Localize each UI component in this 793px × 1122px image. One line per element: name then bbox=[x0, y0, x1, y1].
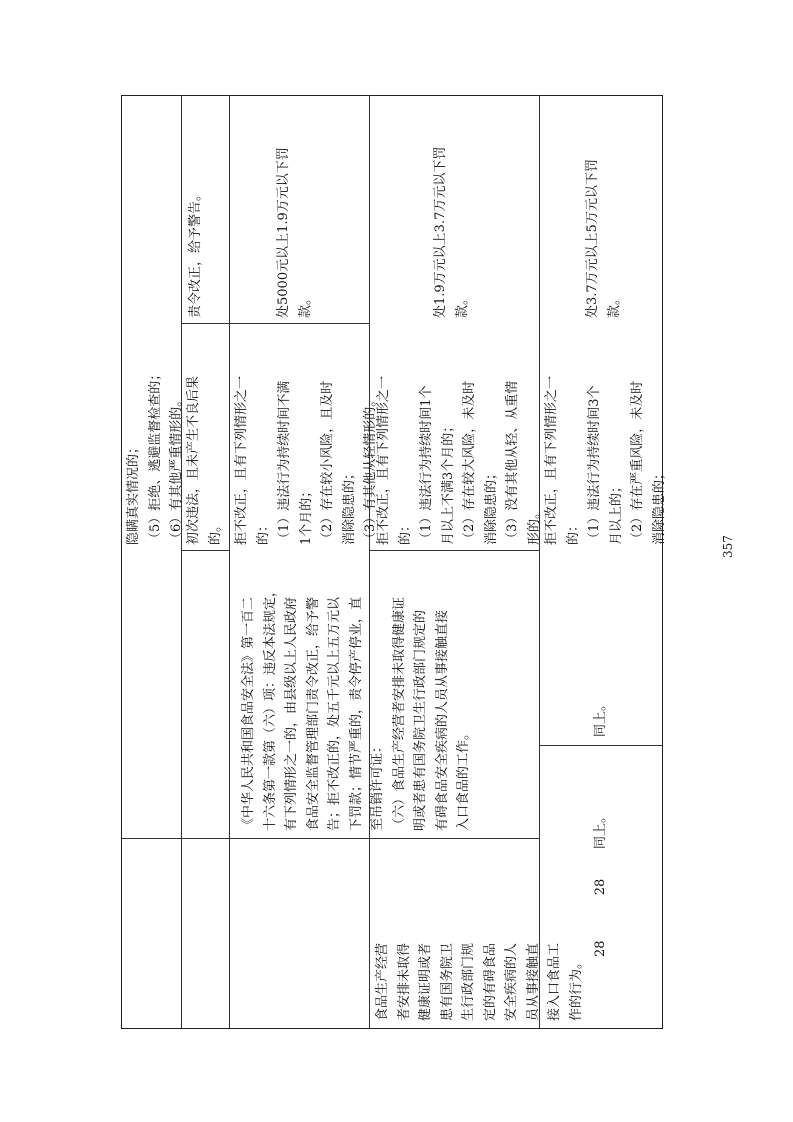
row-number: 28 bbox=[593, 878, 609, 896]
penalty-line: 处3.7万元以上5万元以下罚 bbox=[585, 159, 600, 318]
circumstance-line: 月以上不满3个月的； bbox=[440, 419, 456, 545]
circumstance-line: （3）有其他从轻情形的。 bbox=[363, 393, 378, 545]
basis-line: 至吊销许可证： bbox=[370, 739, 385, 831]
column-divider bbox=[229, 95, 230, 1029]
behavior-line: 员从事接触直 bbox=[525, 942, 541, 1021]
circumstance-line: 拒不改正，且有下列情形之一 bbox=[234, 375, 249, 545]
basis-line: 下罚款；情节严重的，责令停产停业，直 bbox=[348, 596, 364, 831]
row-divider bbox=[181, 550, 229, 551]
basis-line: 有碍食品安全疾病的人员从事接触直接 bbox=[434, 609, 450, 831]
circumstance-line: （1）违法行为持续时间不满 bbox=[277, 380, 292, 545]
circumstance-line: 拒不改正，且有下列情形之一 bbox=[544, 375, 559, 545]
page-number: 357 bbox=[721, 535, 735, 558]
penalty-line: 款。 bbox=[606, 291, 622, 318]
behavior-line: 者安排未取得 bbox=[396, 942, 412, 1021]
basis-line: 入口食品的工作。 bbox=[456, 726, 471, 831]
penalty-line: 处1.9万元以上3.7万元以下罚 bbox=[433, 146, 448, 318]
behavior-line: 生行政部门规 bbox=[461, 942, 476, 1021]
row-divider bbox=[369, 550, 539, 551]
basis-line: 告；拒不改正的，处五千元以上五万元以 bbox=[327, 596, 342, 831]
basis-line: 《中华人民共和国食品安全法》第一百二 bbox=[241, 596, 256, 831]
behavior-line: 患有国务院卫 bbox=[439, 942, 455, 1021]
circumstance-line: 的： bbox=[397, 518, 413, 545]
circumstance-line: 的： bbox=[255, 518, 271, 545]
circumstance-line: （1）违法行为持续时间1个 bbox=[419, 385, 434, 545]
circumstance-line: 1个月的； bbox=[298, 484, 314, 545]
behavior-line: 接入口食品工 bbox=[547, 942, 562, 1021]
circumstance-line: （6）有其他严重情形的。 bbox=[169, 393, 184, 545]
circumstance-line: （2）存在严重风险，未及时 bbox=[630, 380, 645, 545]
circumstance-line: 初次违法，且未产生不良后果 bbox=[186, 375, 201, 545]
behavior-line: 食品生产经营 bbox=[375, 942, 390, 1021]
circumstance-line: 形的。 bbox=[526, 505, 542, 545]
behavior-line: 同上。 bbox=[593, 809, 608, 849]
basis-line: （六）食品生产经营者安排未取得健康证 bbox=[391, 596, 407, 831]
circumstance-line: 隐瞒真实情况的； bbox=[126, 440, 141, 545]
penalty-line: 款。 bbox=[454, 291, 470, 318]
circumstance-line: （5）拒绝、逃避监督检查的； bbox=[147, 367, 163, 545]
circumstance-line: 月以上的； bbox=[608, 479, 624, 545]
basis-line: 明或者患有国务院卫生行政部门规定的 bbox=[413, 609, 428, 831]
circumstance-line: 的： bbox=[565, 518, 581, 545]
basis-line: 食品安全监督管理部门责令改正，给予警 bbox=[305, 596, 321, 831]
behavior-line: 安全疾病的人 bbox=[504, 942, 519, 1021]
behavior-line: 定的有碍食品 bbox=[482, 942, 498, 1021]
penalty-line: 款。 bbox=[297, 291, 313, 318]
circumstance-line: （2）存在较大风险，未及时 bbox=[462, 380, 477, 545]
behavior-line: 健康证明或者 bbox=[418, 942, 433, 1021]
penalty-line: 责令改正，给予警告。 bbox=[188, 187, 203, 318]
circumstance-line: 拒不改正，且有下列情形之一 bbox=[376, 375, 391, 545]
column-divider bbox=[181, 95, 182, 1029]
circumstance-line: 消除隐患的； bbox=[341, 466, 357, 545]
circumstance-line: 消除隐患的； bbox=[483, 466, 499, 545]
circumstance-line: （1）违法行为持续时间3个 bbox=[587, 385, 602, 545]
circumstance-line: （3）没有其他从轻、从重情 bbox=[505, 380, 520, 545]
circumstance-line: 消除隐患的； bbox=[652, 466, 667, 545]
basis-line: 同上。 bbox=[593, 697, 608, 737]
behavior-line: 作的行为。 bbox=[568, 955, 584, 1021]
row-number: 28 bbox=[593, 940, 608, 957]
basis-line: 十六条第一款第（六）项：违反本法规定， bbox=[262, 583, 278, 831]
penalty-line: 处5000元以上1.9万元以下罚 bbox=[276, 147, 291, 318]
basis-line: 有下列情形之一的，由县级以上人民政府 bbox=[284, 596, 299, 831]
circumstance-line: 的。 bbox=[207, 518, 223, 545]
circumstance-line: （2）存在较小风险，且及时 bbox=[320, 380, 335, 545]
